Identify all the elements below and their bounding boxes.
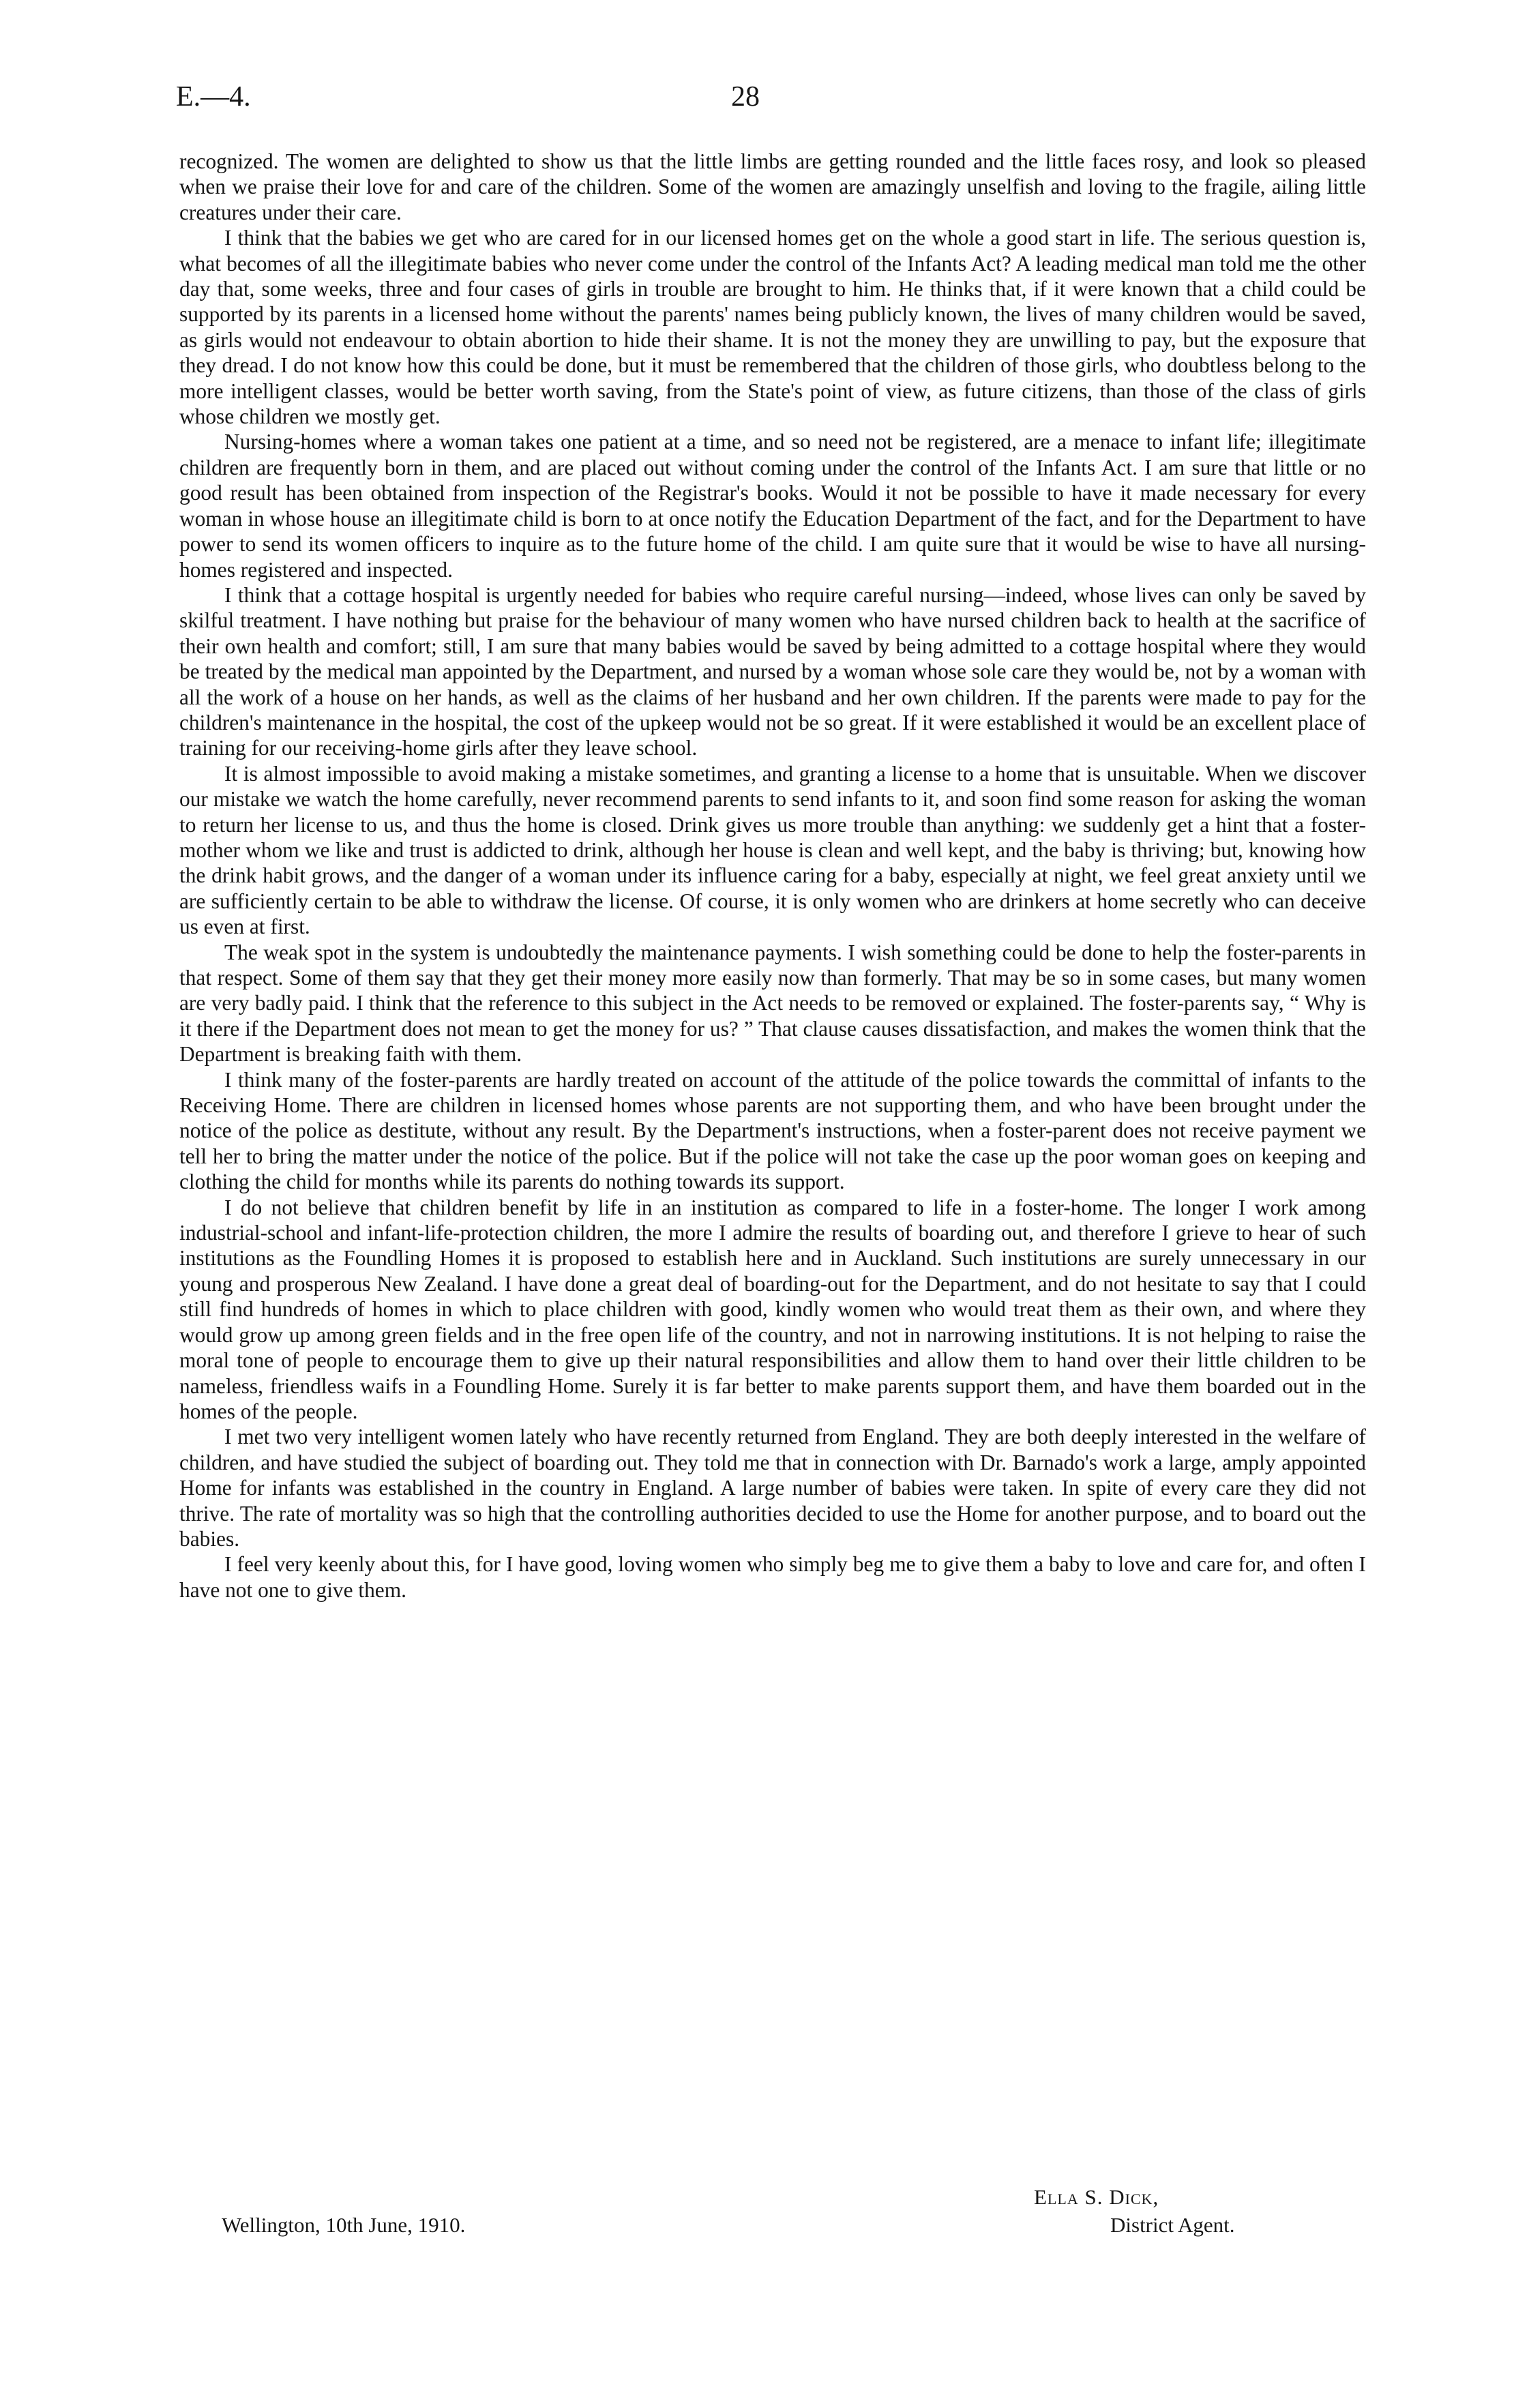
paragraph-maintenance-payments: The weak spot in the system is undoubtedly the maintenance payments. I wish something could be done to help the foster-parents in that respect. Some of them say that they get their money more easily now than formerly. That may be so in some cases, but many women are very badly paid. I think that the reference to this subject in the Act needs to be removed or explained. The foster-parents say, “ Why is it there if the Department does not mean to get the money for us? ” That clause causes dissatisfaction, and makes the women think that the Department is breaking faith with them. [179, 940, 1366, 1067]
place-date: Wellington, 10th June, 1910. [222, 2213, 466, 2237]
paragraph-licensed-homes: I think that the babies we get who are cared for in our licensed homes get on the whole a good start in life. The serious question is, what becomes of all the illegitimate babies who never come under the control of the Infants Act? A leading medical man told me the other day that, some weeks, three and four cases of girls in trouble are brought to him. He thinks that, if it were known that a child could be supported by its parents in a licensed home without the parents' names being publicly known, the lives of many children would be saved, as girls would not endeavour to obtain abortion to hide their shame. It is not the money they are unwilling to pay, but the exposure that they dread. I do not know how this could be done, but it must be remembered that the children of those girls, who doubtless belong to the more intelligent classes, would be better worth saving, from the State's point of view, as future citizens, than those of the class of girls whose children we mostly get. [179, 226, 1366, 429]
paragraph-police-attitude: I think many of the foster-parents are hardly treated on account of the attitude of the police towards the committal of infants to the Receiving Home. There are children in licensed homes whose parents are not supporting them, and who have been brought under the notice of the police as destitute, without any result. By the Department's instructions, when a foster-parent does not receive payment we tell her to bring the matter under the notice of the police. But if the police will not take the case up the poor woman goes on keeping and clothing the child for months while its parents do nothing towards its support. [179, 1067, 1366, 1194]
paragraph-closing: I feel very keenly about this, for I have good, loving women who simply beg me to give them a baby to love and care for, and often I have not one to give them. [179, 1552, 1366, 1602]
page-header [0, 80, 1514, 121]
signature-title: District Agent. [1110, 2213, 1235, 2237]
report-reference: E.—4. [176, 81, 251, 113]
paragraph-institutions: I do not believe that children benefit by life in an institution as compared to life in a foster-home. The longer I work among industrial-school and infant-life-protection children, the more I admire the results of boarding out, and therefore I grieve to hear of such institutions as the Foundling Homes it is proposed to establish here and in Auckland. Such institutions are surely unnecessary in our young and prosperous New Zealand. I have done a great deal of boarding-out for the Department, and do not hesitate to say that I could still find hundreds of homes in which to place children with good, kindly women who would treat them as their own, and where they would grow up among green fields and in the free open life of the country, and not in narrowing institutions. It is not helping to raise the moral tone of people to encourage them to give up their natural responsibilities and allow them to hand over their little children to be nameless, friendless waifs in a Foundling Home. Surely it is far better to make parents support them, and have them boarded out in the homes of the people. [179, 1195, 1366, 1423]
paragraph-license-mistakes: It is almost impossible to avoid making a mistake sometimes, and granting a license to a home that is unsuitable. When we discover our mistake we watch the home carefully, never recommend parents to send infants to it, and soon find some reason for asking the woman to return her license to us, and thus the home is closed. Drink gives us more trouble than anything: we suddenly get a hint that a foster-mother whom we like and trust is addicted to drink, although her house is clean and well kept, and the baby is thriving; but, knowing how the drink habit grows, and the danger of a woman under its influence caring for a baby, especially at night, we feel great anxiety until we are sufficiently certain to be able to withdraw the license. Of course, it is only women who are drinkers at home secretly who can deceive us even at first. [179, 761, 1366, 939]
paragraph-nursing-homes: Nursing-homes where a woman takes one patient at a time, and so need not be registered, are a menace to infant life; illegitimate children are frequently born in them, and are placed out without coming under the control of the Infants Act. I am sure that little or no good result has been obtained from inspection of the Registrar's books. Would it not be possible to have it made necessary for every woman in whose house an illegitimate child is born to at once notify the Education Department of the fact, and for the Department to have power to send its women officers to inquire as to the future home of the child. I am quite sure that it would be wise to have all nursing-homes registered and inspected. [179, 430, 1366, 582]
document-body [179, 149, 1366, 1603]
paragraph-cottage-hospital: I think that a cottage hospital is urgently needed for babies who require careful nursing—indeed, whose lives can only be saved by skilful treatment. I have nothing but praise for the behaviour of many women who have nursed children back to health at the sacrifice of their own health and comfort; still, I am sure that many babies would be saved by being admitted to a cottage hospital where they would be treated by the medical man appointed by the Department, and nursed by a woman whose sole care they would be, not by a woman with all the work of a house on her hands, as well as the claims of her husband and her own children. If the parents were made to pay for the children's maintenance in the hospital, the cost of the upkeep would not be so great. If it were established it would be an excellent place of training for our receiving-home girls after they leave school. [179, 582, 1366, 760]
page-number: 28 [731, 81, 760, 113]
paragraph-england-home: I met two very intelligent women lately who have recently returned from England. They are both deeply interested in the welfare of children, and have studied the subject of boarding out. They told me that in connection with Dr. Barnado's work a large, amply appointed Home for infants was established in the country in England. A large number of babies were taken. In spite of every care they did not thrive. The rate of mortality was so high that the controlling authorities decided to use the Home for another purpose, and to board out the babies. [179, 1425, 1366, 1551]
signature-name: Ella S. Dick, [1034, 2185, 1159, 2209]
paragraph-continuation: recognized. The women are delighted to show us that the little limbs are getting rounded and the little faces rosy, and look so pleased when we praise their love for and care of the children. Some of the women are amazingly unselfish and loving to the fragile, ailing little creatures under their care. [179, 149, 1366, 224]
